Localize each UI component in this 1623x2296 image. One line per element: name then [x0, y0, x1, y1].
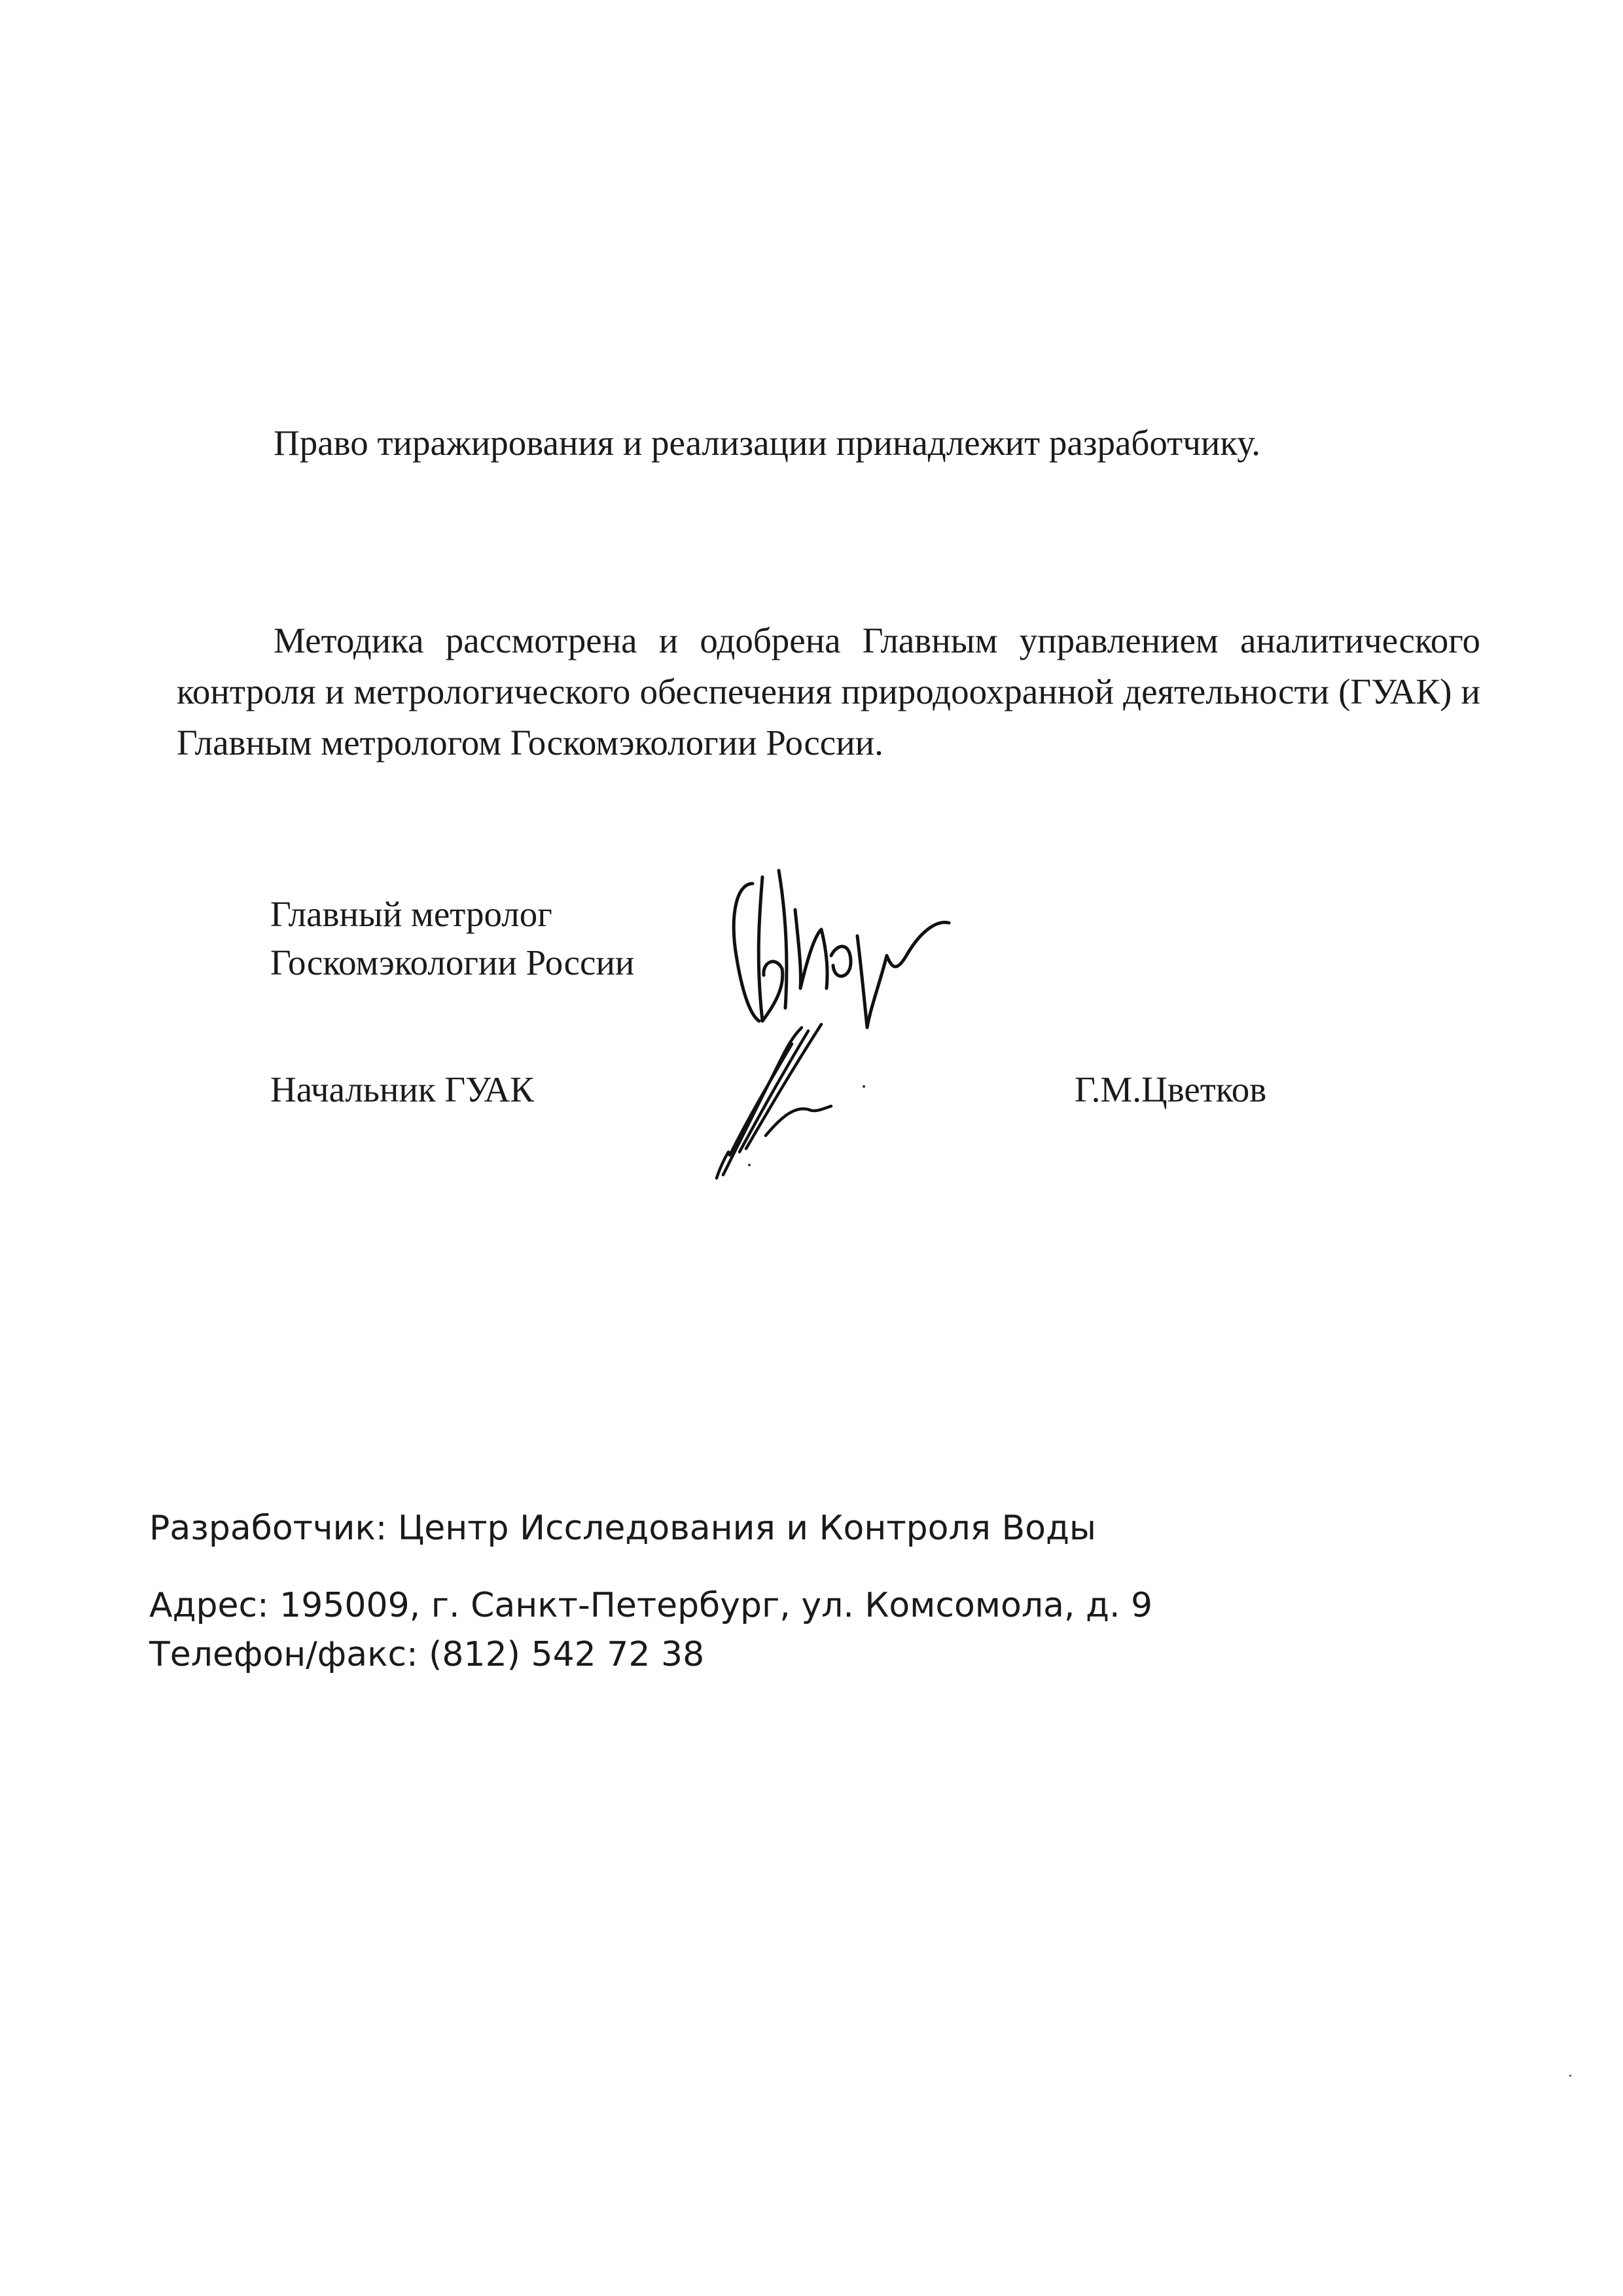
developer-phone: Телефон/факс: (812) 542 72 38	[149, 1635, 705, 1674]
head-guak-title: Начальник ГУАК	[270, 1069, 534, 1109]
developer-address: Адрес: 195009, г. Санкт-Петербург, ул. Комсомола, д. 9	[149, 1586, 1153, 1625]
head-guak-signature	[710, 1018, 887, 1188]
chief-metrologist-signature	[723, 857, 952, 1034]
head-guak-name: Г.М.Цветков	[1075, 1069, 1267, 1109]
approval-paragraph: Методика рассмотрена и одобрена Главным управлением аналитического контроля и метрологического обеспечения природоохранной деятельности (ГУАК) и Главным метрологом Госкомэкологии России.	[177, 620, 1480, 762]
scan-speck	[1569, 2075, 1571, 2077]
chief-metrologist-title-line1: Главный метролог	[270, 894, 552, 934]
chief-metrologist-title-line2: Госкомэкологии России	[270, 942, 635, 982]
developer-name: Разработчик: Центр Исследования и Контроля Воды	[149, 1509, 1096, 1548]
copyright-notice: Право тиражирования и реализации принадлежит разработчику.	[274, 423, 1260, 463]
